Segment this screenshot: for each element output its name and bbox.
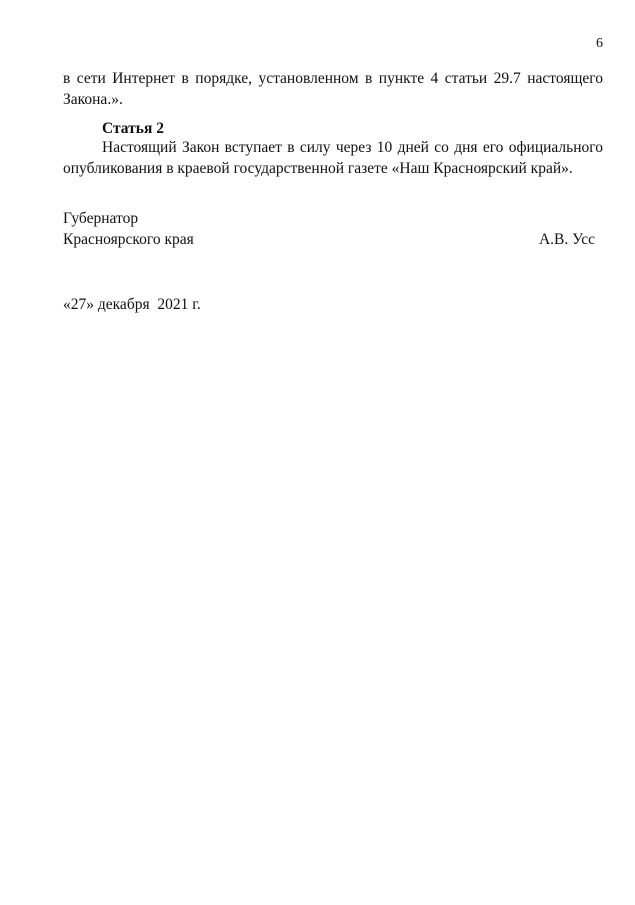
continued-paragraph: в сети Интернет в порядке, установленном в пункте 4 статьи 29.7 настоящего Закона.».	[63, 70, 603, 108]
signatory-title-line2: Красноярского края	[63, 231, 194, 248]
article-heading: Статья 2	[102, 120, 164, 137]
article-body: Настоящий Закон вступает в силу через 10 дней со дня его официального опубликования в краевой государственной газете «Наш Красноярский край».	[63, 139, 603, 177]
signature-row	[63, 229, 595, 250]
signature-block	[63, 208, 595, 250]
signatory-name: А.В. Усс	[538, 231, 595, 248]
document-date: «27» декабря 2021 г.	[63, 296, 201, 313]
page-number: 6	[596, 36, 603, 51]
signatory-title-line1: Губернатор	[63, 210, 139, 227]
